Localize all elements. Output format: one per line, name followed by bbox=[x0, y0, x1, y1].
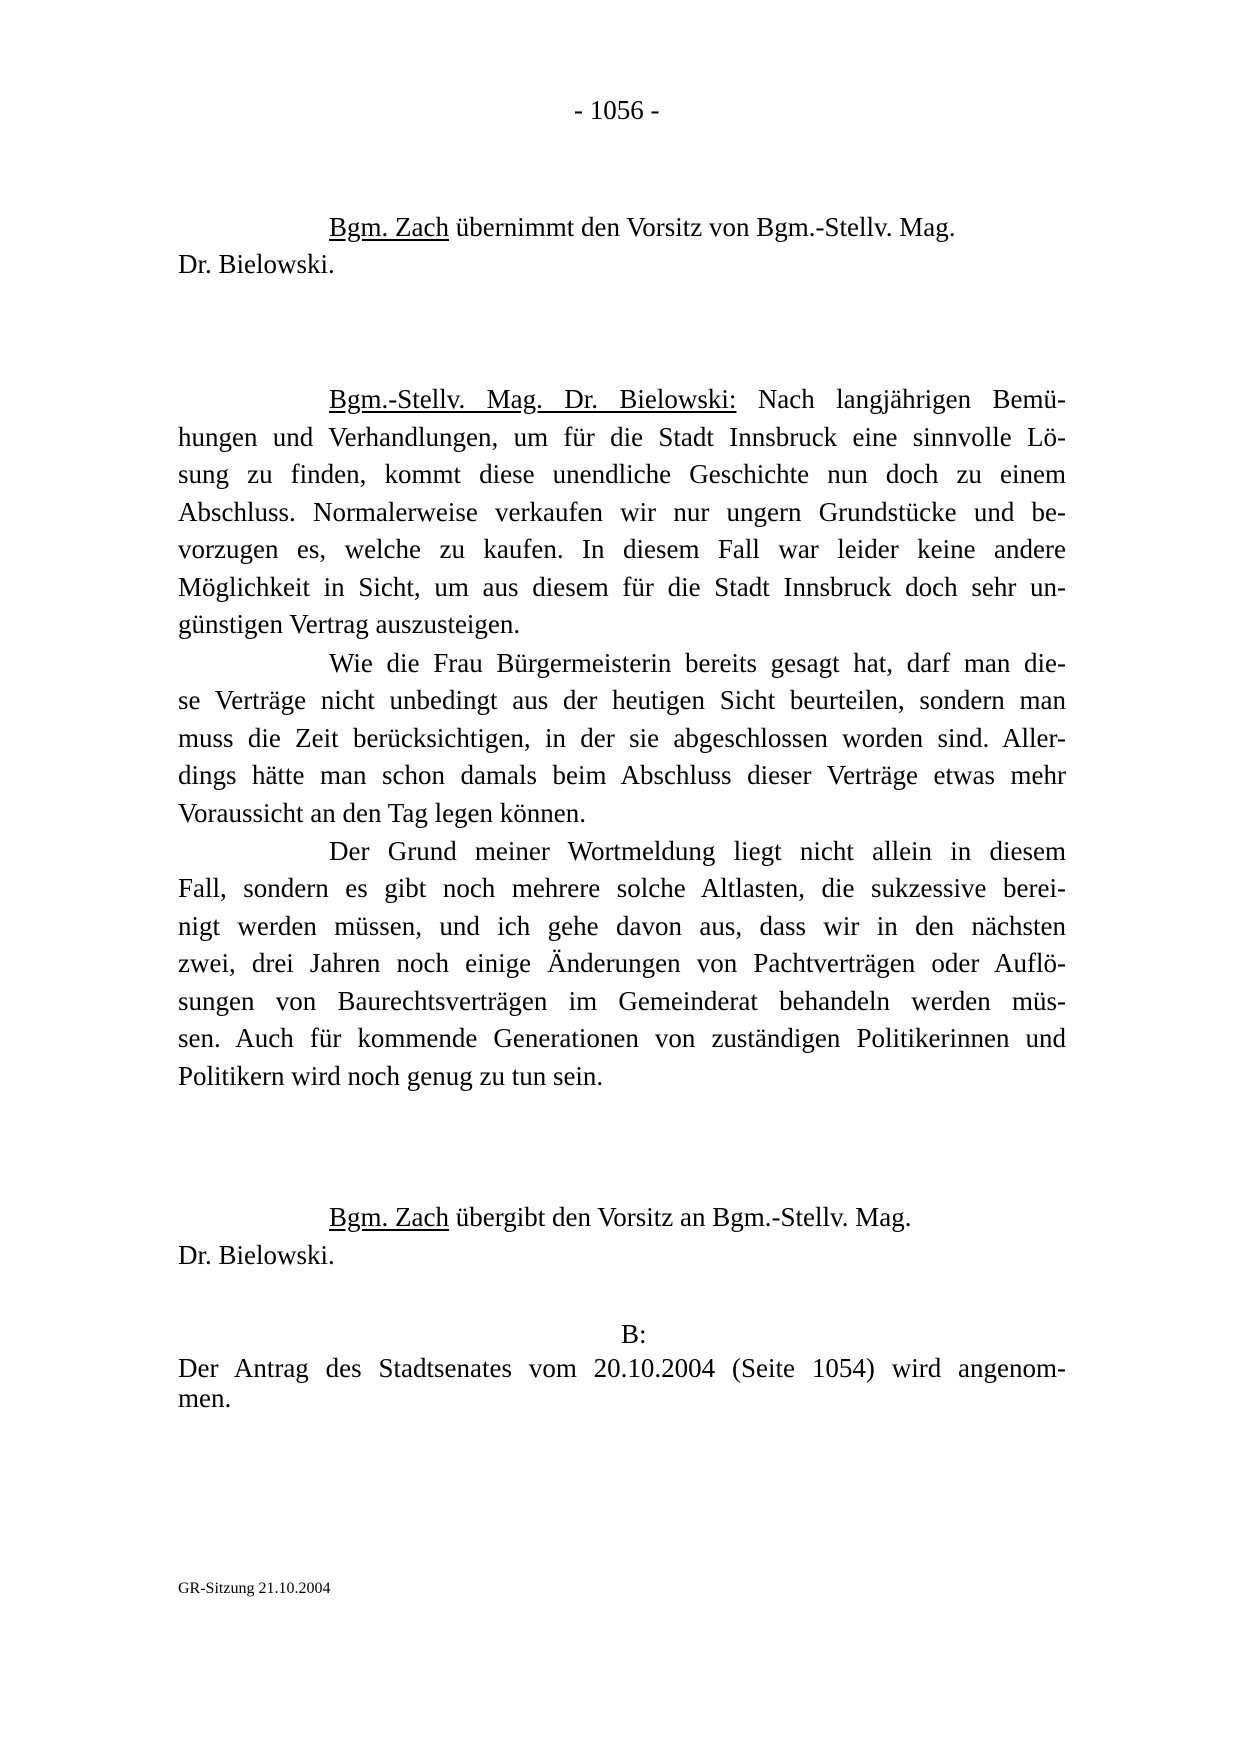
speech-line: muss die Zeit berücksichtigen, in der sie abgeschlossen worden sind. Aller- bbox=[178, 723, 1066, 753]
speech-line: sungen von Baurechtsverträgen im Gemeinderat behandeln werden müs- bbox=[178, 986, 1066, 1016]
speech-line: zwei, drei Jahren noch einige Änderungen von Pachtverträgen oder Auflö- bbox=[178, 948, 1066, 978]
speech-line: Voraussicht an den Tag legen können. bbox=[178, 798, 587, 828]
resolution-label: B: bbox=[621, 1319, 647, 1349]
speech-line: Politikern wird noch genug zu tun sein. bbox=[178, 1061, 604, 1091]
speech-line: Fall, sondern es gibt noch mehrere solche Altlasten, die sukzessive berei- bbox=[178, 873, 1066, 903]
speech-text: Nach langjährigen Bemü- bbox=[757, 384, 1066, 414]
chair-handover-text: übergibt den Vorsitz an Bgm.-Stellv. Mag. bbox=[448, 1202, 912, 1232]
speech-line: Möglichkeit in Sicht, um aus diesem für die Stadt Innsbruck doch sehr un- bbox=[178, 572, 1066, 602]
chair-takeover-continuation: Dr. Bielowski. bbox=[178, 249, 335, 279]
chair-takeover-text: übernimmt den Vorsitz von Bgm.-Stellv. Mag. bbox=[448, 212, 956, 242]
page-number: - 1056 - bbox=[574, 95, 660, 125]
chair-handover-continuation: Dr. Bielowski. bbox=[178, 1240, 335, 1270]
speech-line: dings hätte man schon damals beim Abschluss dieser Verträge etwas mehr bbox=[178, 760, 1066, 790]
speaker-name: Bgm.-Stellv. Mag. Dr. Bielowski: bbox=[329, 384, 737, 414]
speech-line: Abschluss. Normalerweise verkaufen wir nur ungern Grundstücke und be- bbox=[178, 497, 1066, 527]
speech-first-line bbox=[329, 381, 1066, 419]
resolution-text-continuation: men. bbox=[178, 1383, 232, 1413]
footer-session-date: GR-Sitzung 21.10.2004 bbox=[178, 1580, 331, 1597]
chair-handover-line bbox=[329, 1199, 911, 1237]
speech-line: sen. Auch für kommende Generationen von zuständigen Politikerinnen und bbox=[178, 1023, 1066, 1053]
speech-line: günstigen Vertrag auszusteigen. bbox=[178, 609, 521, 639]
speech-line: se Verträge nicht unbedingt aus der heutigen Sicht beurteilen, sondern man bbox=[178, 685, 1066, 715]
speech-line: vorzugen es, welche zu kaufen. In diesem Fall war leider keine andere bbox=[178, 534, 1066, 564]
speech-line: hungen und Verhandlungen, um für die Stadt Innsbruck eine sinnvolle Lö- bbox=[178, 422, 1066, 452]
speaker-name: Bgm. Zach bbox=[329, 1202, 449, 1232]
resolution-text: Der Antrag des Stadtsenates vom 20.10.2004 (Seite 1054) wird angenom- bbox=[178, 1353, 1066, 1383]
speech-line: sung zu finden, kommt diese unendliche Geschichte nun doch zu einem bbox=[178, 459, 1066, 489]
speech-line: Wie die Frau Bürgermeisterin bereits gesagt hat, darf man die- bbox=[329, 648, 1066, 678]
speech-line: nigt werden müssen, und ich gehe davon aus, dass wir in den nächsten bbox=[178, 911, 1066, 941]
speech-line: Der Grund meiner Wortmeldung liegt nicht allein in diesem bbox=[329, 836, 1066, 866]
chair-takeover-line bbox=[329, 209, 955, 247]
speaker-name: Bgm. Zach bbox=[329, 212, 449, 242]
